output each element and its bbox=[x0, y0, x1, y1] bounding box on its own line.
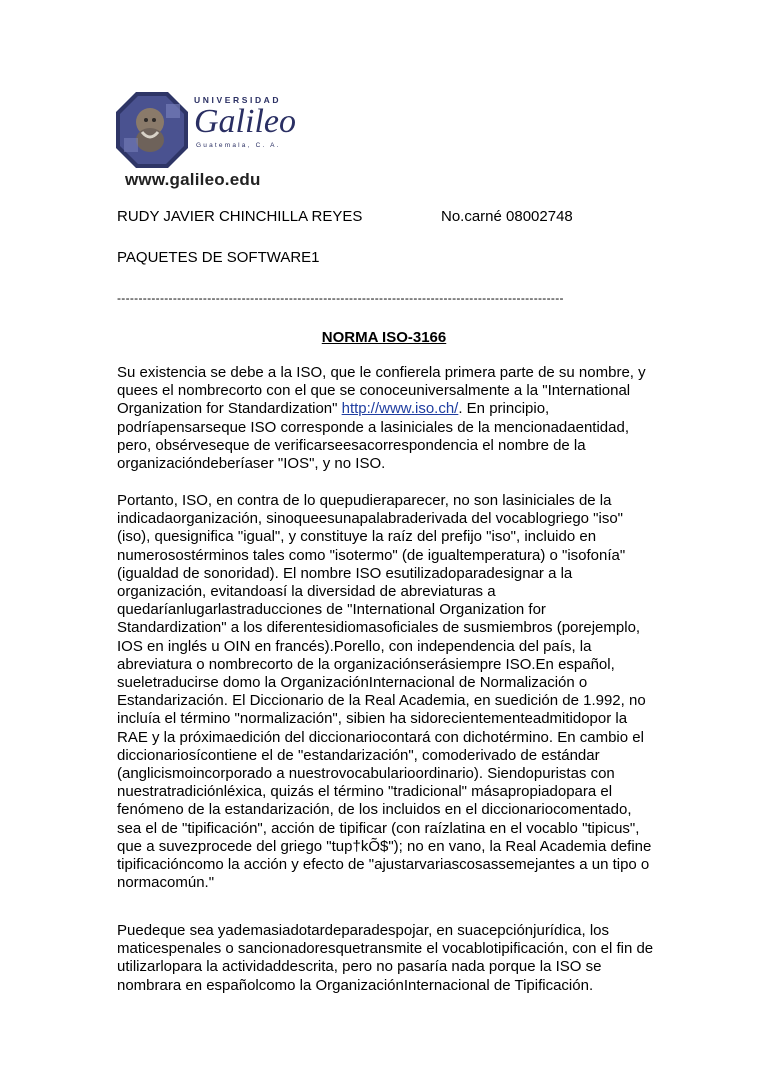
paragraph-2: Portanto, ISO, en contra de lo quepudieraparecer, no son lasiniciales de la indicadaorganización, sinoqueesunapalabraderivada del vocablogriego "iso" (iso), quesignifica "igual", y constituye la raíz del prefijo "iso", incluido en numerosostérminos tales como "isotermo" (de igualtemperatura) o "isofonía" (igualdad de sonoridad). El nombre ISO esutilizadoparadesignar a la organización, evitandoasí la diversidad de abreviaturas a quedaríanlugarlastraducciones de "International Organization for Standardization" a los diferentesidiomasoficiales de susmiembros (porejemplo, IOS en inglés u OIN en francés).Porello, con independencia del país, la abreviatura o nombrecorto de la organizaciónserásiempre ISO.En español, sueletraducirse domo la OrganizaciónInternacional de Normalización o Estandarización. El Diccionario de la Real Academia, en suedición de 1.992, no incluía el término "normalización", sibien ha sidorecientementeadmitidopor la RAE y la próximaedición del diccionariocontará con dichotérmino. En cambio el diccionariosícontiene el de "estandarización", comoderivado de estándar (anglicismoincorporado a nuestrovocabularioordinario). Siendopuristas con nuestratradiciónléxica, quizás el término "tradicional" másapropiadopara el fenómeno de la estandarización, de los incluidos en el diccionariocomentado, sea el de "tipificación", acción de tipificar (con raízlatina en el vocablo "tipicus", que a suvezprocede del griego "tup†kÕ$"); no en vano, la Real Academia define tipificacióncomo la acción y efecto de "ajustarvariascosassemejantes a un tipo o normacomún." bbox=[117, 492, 652, 892]
logo-location: Guatemala, C. A. bbox=[196, 142, 281, 149]
paragraph-1-text-b: . En principio, podríapensarseque ISO corresponde a lasiniciales de la mencionadaentidad, pero, obsérveseque de verificarseesacorrespondencia el nombre de la organizacióndeberíaser "IOS", y no ISO. bbox=[117, 400, 629, 473]
logo-website: www.galileo.edu bbox=[125, 170, 261, 189]
separator-line: -------------------------------------------------------------------------------------------------------- bbox=[117, 291, 564, 305]
galileo-portrait-emblem bbox=[116, 92, 188, 168]
paragraph-1-text-a: Su existencia se debe a la ISO, que le confierela primera parte de su nombre, y quees el nombrecorto con el que se conoceuniversalmente a la "International Organization for Standardization" bbox=[117, 364, 646, 418]
iso-link[interactable]: http://www.iso.ch/ bbox=[341, 400, 459, 418]
paragraph-3: Puedeque sea yademasiadotardeparadespojar, en suacepciónjurídica, los maticespenales o sancionadoresquetransmite el vocablotipificación, con el fin de utilizarlopara la actividaddescrita, pero no pasaría nada porque la ISO se nombrara en españolcomo la OrganizaciónInternacional de Tipificación. bbox=[117, 922, 654, 994]
logo-university-text: UNIVERSIDAD bbox=[194, 95, 282, 105]
paragraph-1 bbox=[117, 364, 657, 473]
university-logo bbox=[116, 92, 296, 192]
logo-name: Galileo bbox=[194, 103, 296, 140]
student-carne: No.carné 08002748 bbox=[441, 208, 573, 225]
course-name: PAQUETES DE SOFTWARE1 bbox=[117, 249, 320, 266]
student-name: RUDY JAVIER CHINCHILLA REYES bbox=[117, 208, 363, 225]
document-title: NORMA ISO-3166 bbox=[321, 329, 447, 346]
